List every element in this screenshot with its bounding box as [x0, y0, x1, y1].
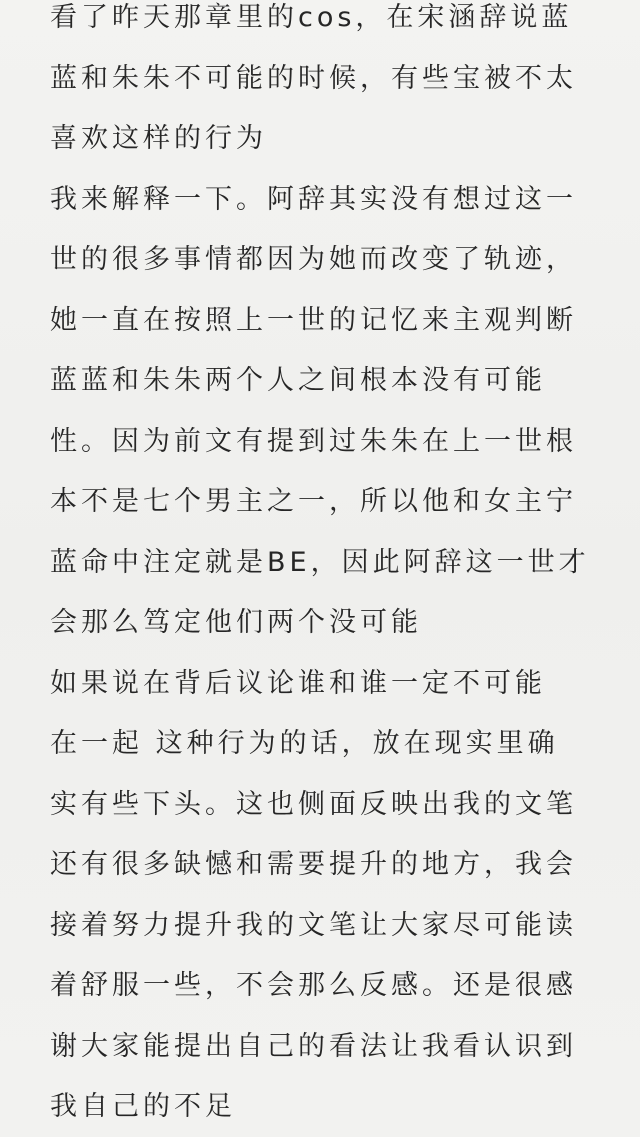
- note-line: 喜欢这样的行为: [50, 123, 267, 154]
- note-line: 在一起 这种行为的话，放在现实里确: [50, 728, 559, 759]
- note-line: 世的很多事情都因为她而改变了轨迹，: [50, 244, 577, 275]
- note-line: 如果说在背后议论谁和谁一定不可能: [50, 667, 546, 699]
- note-line: 会那么笃定他们两个没可能: [50, 607, 422, 638]
- note-line: 着舒服一些，不会那么反感。还是很感: [50, 970, 577, 1001]
- note-line: 谢大家能提出自己的看法让我看认识到: [50, 1030, 577, 1062]
- note-line: 我自己的不足: [50, 1091, 236, 1122]
- note-line: 蓝蓝和朱朱两个人之间根本没有可能: [50, 365, 546, 396]
- note-line: 实有些下头。这也侧面反映出我的文笔: [50, 788, 577, 820]
- note-line: 本不是七个男主之一，所以他和女主宁: [50, 486, 577, 517]
- note-line: 蓝命中注定就是BE，因此阿辞这一世才: [50, 546, 590, 578]
- note-line: 我来解释一下。阿辞其实没有想过这一: [50, 183, 577, 215]
- note-line: 性。因为前文有提到过朱朱在上一世根: [50, 425, 577, 457]
- note-text-block: [50, 0, 600, 1137]
- note-line: 看了昨天那章里的cos，在宋涵辞说蓝: [50, 2, 573, 33]
- note-line: 蓝和朱朱不可能的时候，有些宝被不太: [50, 62, 577, 94]
- note-line: 还有很多缺憾和需要提升的地方，我会: [50, 849, 577, 880]
- note-line: 她一直在按照上一世的记忆来主观判断: [50, 304, 577, 336]
- note-line: 接着努力提升我的文笔让大家尽可能读: [50, 909, 577, 941]
